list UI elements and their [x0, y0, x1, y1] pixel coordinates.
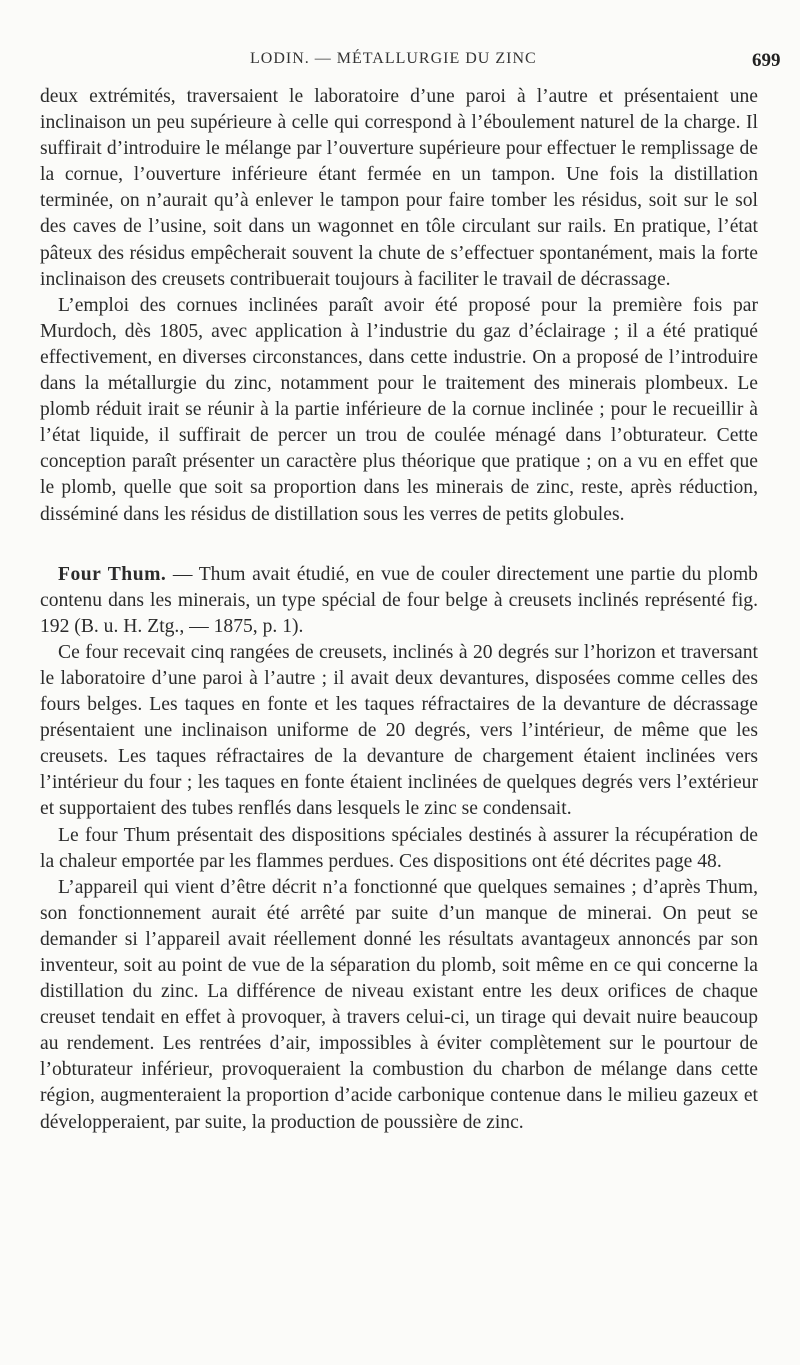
paragraph-heat-recovery: Le four Thum présentait des dispositions spéciales destinés à assurer la récupération de la chaleur emportée par les flammes perdues. Ces dispositions ont été décrites page 48.: [40, 824, 758, 872]
section-intro-text: — Thum avait étudié, en vue de couler directement une partie du plomb contenu dans les minerais, un type spécial de four belge à creusets inclinés représenté fig. 192 (B. u. H. Ztg., — 1875, p. 1).: [40, 563, 758, 637]
running-title: LODIN. — MÉTALLURGIE DU ZINC: [250, 50, 537, 67]
paragraph-continuation: deux extrémités, traversaient le laboratoire d’une paroi à l’autre et présentaient une inclinaison un peu supérieure à celle qui correspond à l’éboulement naturel de la charge. Il suffirait d’introduire le mélange par l’ouverture supérieure pour effectuer le remplissage de la cornue, l’ouverture inférieure étant fermée en un tampon. Une fois la distillation terminée, on n’aurait qu’à enlever le tampon pour faire tomber les résidus, soit sur le sol des caves de l’usine, soit dans un wagonnet en tôle circulant sur rails. En pratique, l’état pâteux des résidus empêcherait souvent la chute de s’effectuer spontanément, mais la forte inclinaison des creusets contribuerait toujours à faciliter le travail de décrassage.: [40, 86, 758, 290]
body-text: [40, 84, 758, 1136]
running-header: [0, 48, 800, 76]
section-spacer: [40, 528, 758, 562]
page-number: 699: [752, 50, 781, 71]
section-intro-paragraph: [40, 562, 758, 640]
paragraph-furnace-description: Ce four recevait cinq rangées de creusets, inclinés à 20 degrés sur l’horizon et traversant le laboratoire d’une paroi à l’autre ; il avait deux devantures, disposées comme celles des fours belges. Les taques en fonte et les taques réfractaires de la devanture de décrassage présentaient une inclinaison uniforme de 20 degrés, vers l’intérieur, de même que les creusets. Les taques réfractaires de la devanture de chargement étaient inclinées vers l’intérieur du four ; les taques en fonte étaient inclinées de quelques degrés vers l’extérieur et supportaient des tubes renflés dans lesquels le zinc se condensait.: [40, 641, 758, 820]
paragraph-inclined-retorts: L’emploi des cornues inclinées paraît avoir été proposé pour la première fois par Murdoch, dès 1805, avec application à l’industrie du gaz d’éclairage ; il a été pratiqué effectivement, en diverses circonstances, dans cette industrie. On a proposé de l’introduire dans la métallurgie du zinc, notamment pour le traitement des minerais plombeux. Le plomb réduit irait se réunir à la partie inférieure de la cornue inclinée ; pour le recueillir à l’état liquide, il suffirait de percer un trou de coulée ménagé dans l’obturateur. Cette conception paraît présenter un caractère plus théorique que pratique ; on a vu en effet que le plomb, quelle que soit sa proportion dans les minerais de zinc, reste, après réduction, disséminé dans les résidus de distillation sous les verres de petits globules.: [40, 294, 758, 525]
paragraph-operation-assessment: L’appareil qui vient d’être décrit n’a fonctionné que quelques semaines ; d’après Thum, son fonctionnement aurait été arrêté par suite d’un manque de minerai. On peut se demander si l’appareil avait réellement donné les résultats avantageux annoncés par son inventeur, soit au point de vue de la séparation du plomb, soit même en ce qui concerne la distillation du zinc. La différence de niveau existant entre les deux orifices de chaque creuset tendait en effet à provoquer, à travers celui-ci, un tirage qui devait nuire beaucoup au rendement. Les rentrées d’air, impossibles à éviter complètement sur le pourtour de l’obturateur inférieur, provoqueraient la combustion du charbon de mélange dans cette région, augmenteraient la proportion d’acide carbonique contenue dans le milieu gazeux et développeraient, par suite, la production de poussière de zinc.: [40, 876, 758, 1133]
section-heading: Four Thum.: [58, 563, 167, 585]
